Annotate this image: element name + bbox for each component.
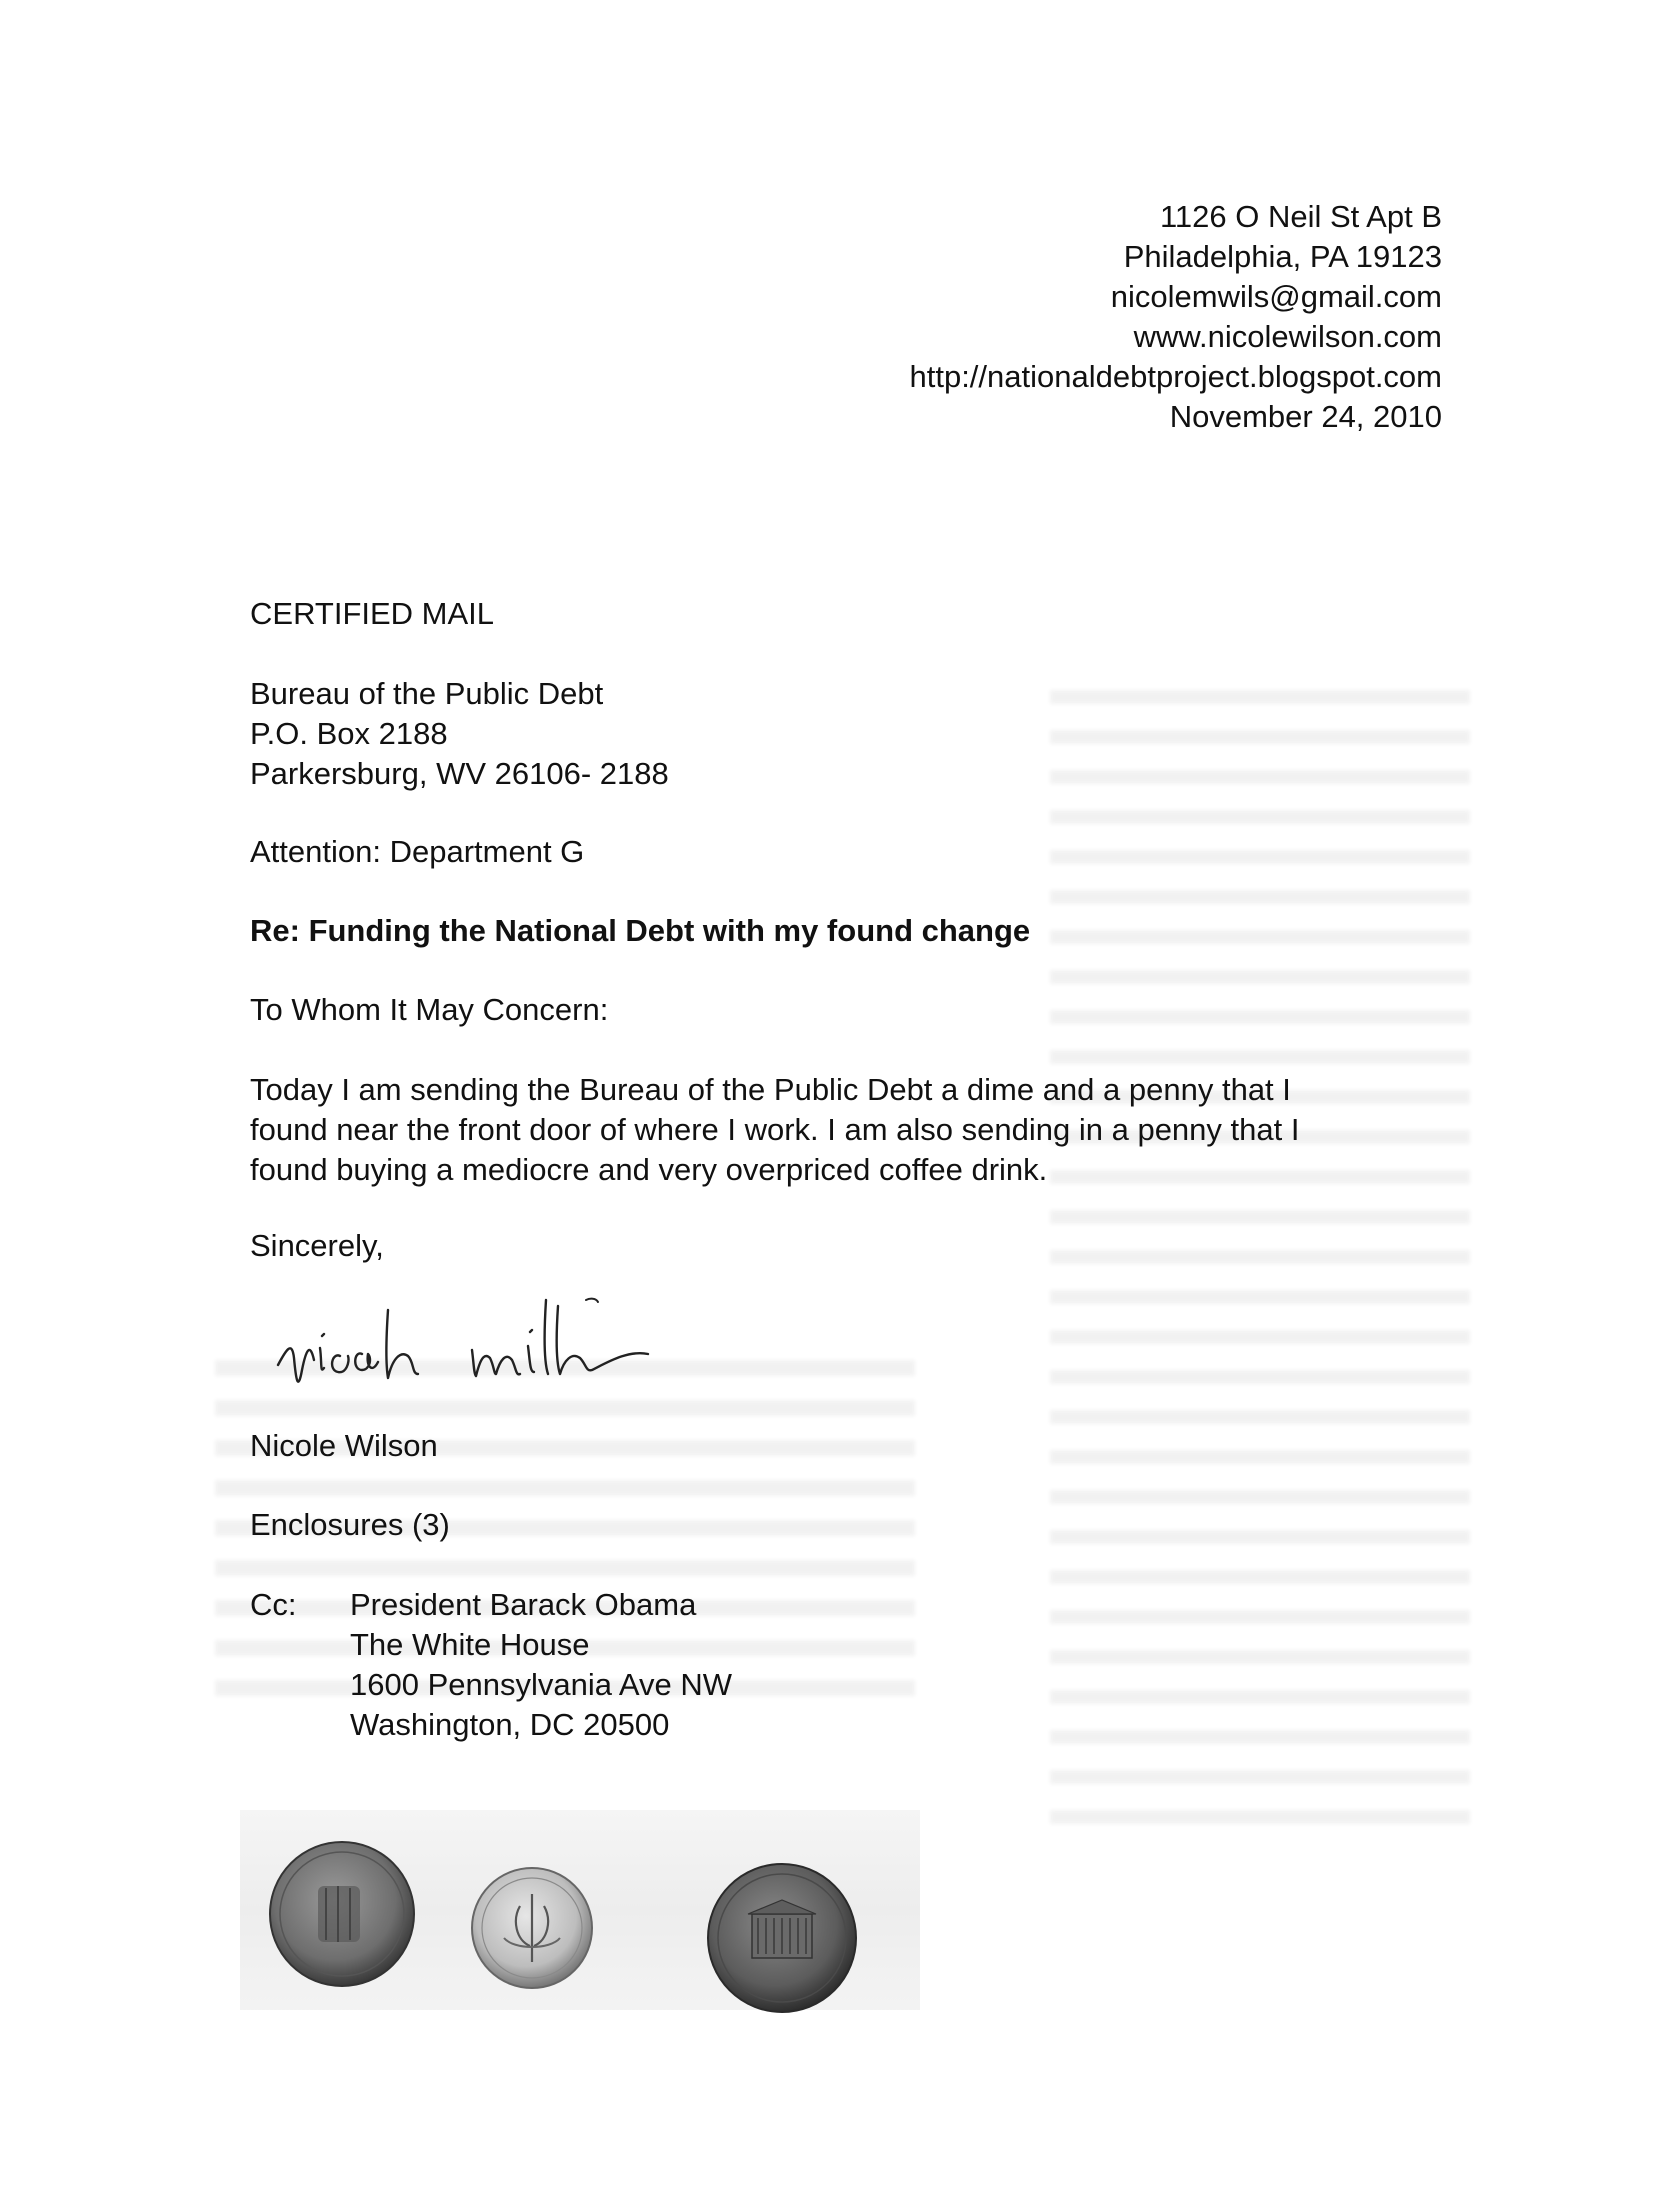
- bleed-through-texture: [1050, 690, 1470, 1840]
- cc-label: Cc:: [250, 1587, 297, 1622]
- recipient-name: Bureau of the Public Debt: [250, 676, 604, 711]
- closing: Sincerely,: [250, 1228, 384, 1263]
- recipient-city: Parkersburg, WV 26106- 2188: [250, 756, 669, 791]
- letter-body: [250, 1070, 1299, 1190]
- sender-email: nicolemwils@gmail.com: [1110, 279, 1442, 314]
- body-line: found buying a mediocre and very overpriced coffee drink.: [250, 1152, 1048, 1187]
- cc-line: The White House: [350, 1627, 590, 1662]
- recipient-address-block: [250, 674, 669, 794]
- penny-back-coin: [708, 1864, 856, 2012]
- attention-line: Attention: Department G: [250, 834, 585, 869]
- mail-type: CERTIFIED MAIL: [250, 596, 495, 631]
- salutation: To Whom It May Concern:: [250, 992, 609, 1027]
- recipient-po-box: P.O. Box 2188: [250, 716, 448, 751]
- penny-front-coin: [270, 1842, 414, 1986]
- cc-line: Washington, DC 20500: [350, 1707, 670, 1742]
- sender-street: 1126 O Neil St Apt B: [1159, 199, 1442, 234]
- signer-name: Nicole Wilson: [250, 1428, 438, 1463]
- body-line: found near the front door of where I work. I am also sending in a penny that I: [250, 1112, 1300, 1147]
- body-line: Today I am sending the Bureau of the Public Debt a dime and a penny that I: [250, 1072, 1291, 1107]
- sender-website: www.nicolewilson.com: [1133, 319, 1442, 354]
- cc-line: President Barack Obama: [350, 1587, 697, 1622]
- cc-address-block: [350, 1585, 732, 1745]
- taped-coins: [240, 1810, 920, 2110]
- enclosures-line: Enclosures (3): [250, 1507, 450, 1542]
- cc-line: 1600 Pennsylvania Ave NW: [350, 1667, 732, 1702]
- handwritten-signature: [258, 1270, 798, 1420]
- sender-blog: http://nationaldebtproject.blogspot.com: [909, 359, 1442, 394]
- sender-city: Philadelphia, PA 19123: [1123, 239, 1442, 274]
- sender-address-block: [909, 197, 1442, 437]
- subject-line: Re: Funding the National Debt with my found change: [250, 913, 1031, 948]
- letter-date: November 24, 2010: [1169, 399, 1442, 434]
- dime-coin: [472, 1868, 592, 1988]
